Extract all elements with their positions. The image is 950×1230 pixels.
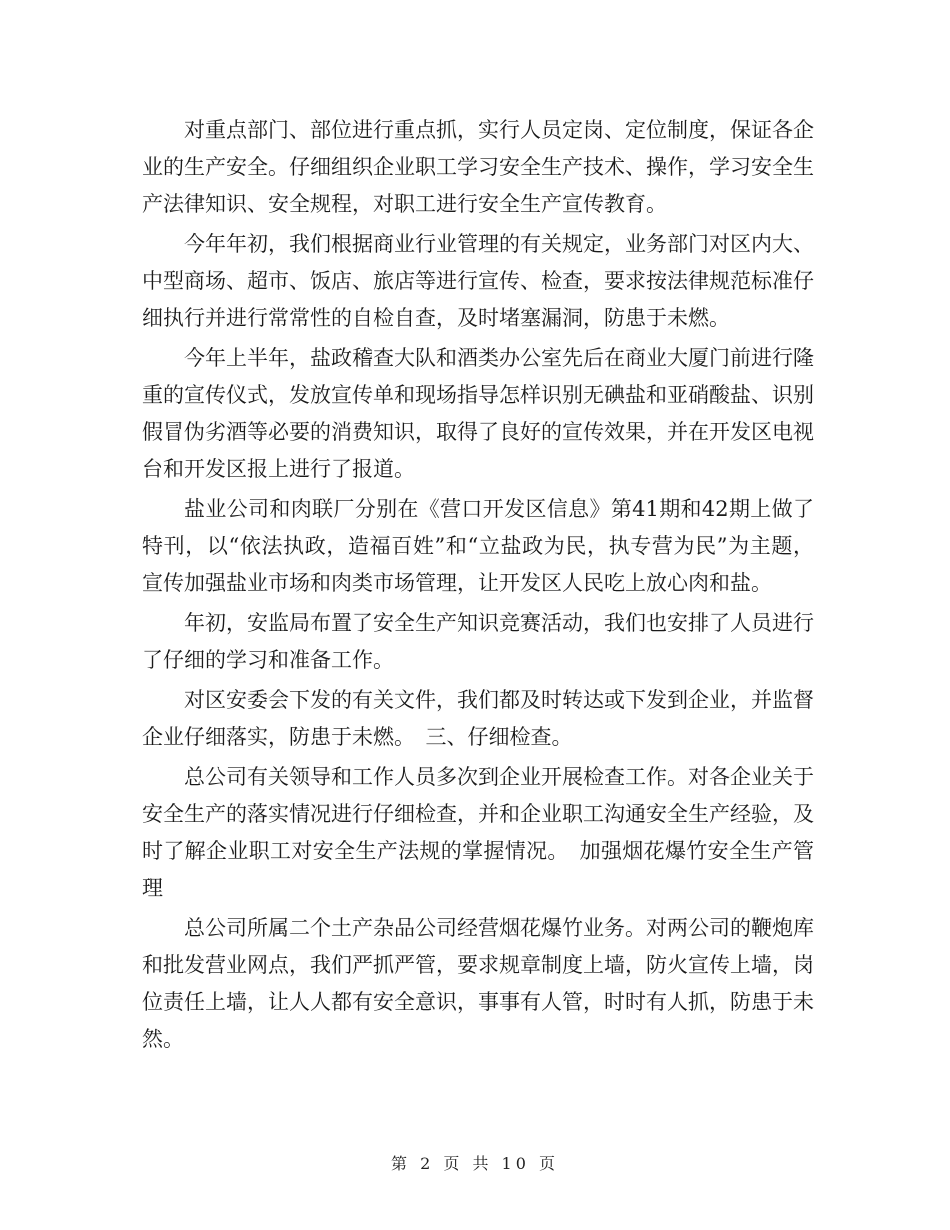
paragraph-5: 年初，安监局布置了安全生产知识竞赛活动，我们也安排了人员进行了仔细的学习和准备工作。 [142, 611, 814, 672]
paragraph-2: 今年年初，我们根据商业行业管理的有关规定，业务部门对区内大、中型商场、超市、饭店、旅店等进行宣传、检查，要求按法律规范标准仔细执行并进行常常性的自检自查，及时堵塞漏洞，防患于未燃。 [142, 232, 814, 330]
page-number-footer: 第 2 页 共 10 页 [391, 1154, 559, 1173]
paragraph-8: 总公司所属二个土产杂品公司经营烟花爆竹业务。对两公司的鞭炮库和批发营业网点，我们严抓严管，要求规章制度上墙，防火宣传上墙，岗位责任上墙，让人人都有安全意识，事事有人管，时时有人抓，防患于未然。 [142, 916, 814, 1051]
paragraph-6: 对区安委会下发的有关文件，我们都及时转达或下发到企业，并监督企业仔细落实，防患于未燃。 三、仔细检查。 [142, 688, 814, 749]
document-body [142, 112, 814, 1061]
paragraph-4: 盐业公司和肉联厂分别在《营口开发区信息》第41期和42期上做了特刊，以“依法执政，造福百姓”和“立盐政为民，执专营为民”为主题，宣传加强盐业市场和肉类市场管理，让开发区人民吃上放心肉和盐。 [142, 497, 814, 595]
paragraph-7: 总公司有关领导和工作人员多次到企业开展检查工作。对各企业关于安全生产的落实情况进行仔细检查，并和企业职工沟通安全生产经验，及时了解企业职工对安全生产法规的掌握情况。 加强烟花爆竹安全生产管理 [142, 765, 814, 900]
paragraph-3: 今年上半年，盐政稽查大队和酒类办公室先后在商业大厦门前进行隆重的宣传仪式，发放宣传单和现场指导怎样识别无碘盐和亚硝酸盐、识别假冒伪劣酒等必要的消费知识，取得了良好的宣传效果，并在开发区电视台和开发区报上进行了报道。 [142, 346, 814, 481]
paragraph-1: 对重点部门、部位进行重点抓，实行人员定岗、定位制度，保证各企业的生产安全。仔细组织企业职工学习安全生产技术、操作，学习安全生产法律知识、安全规程，对职工进行安全生产宣传教育。 [142, 118, 814, 216]
